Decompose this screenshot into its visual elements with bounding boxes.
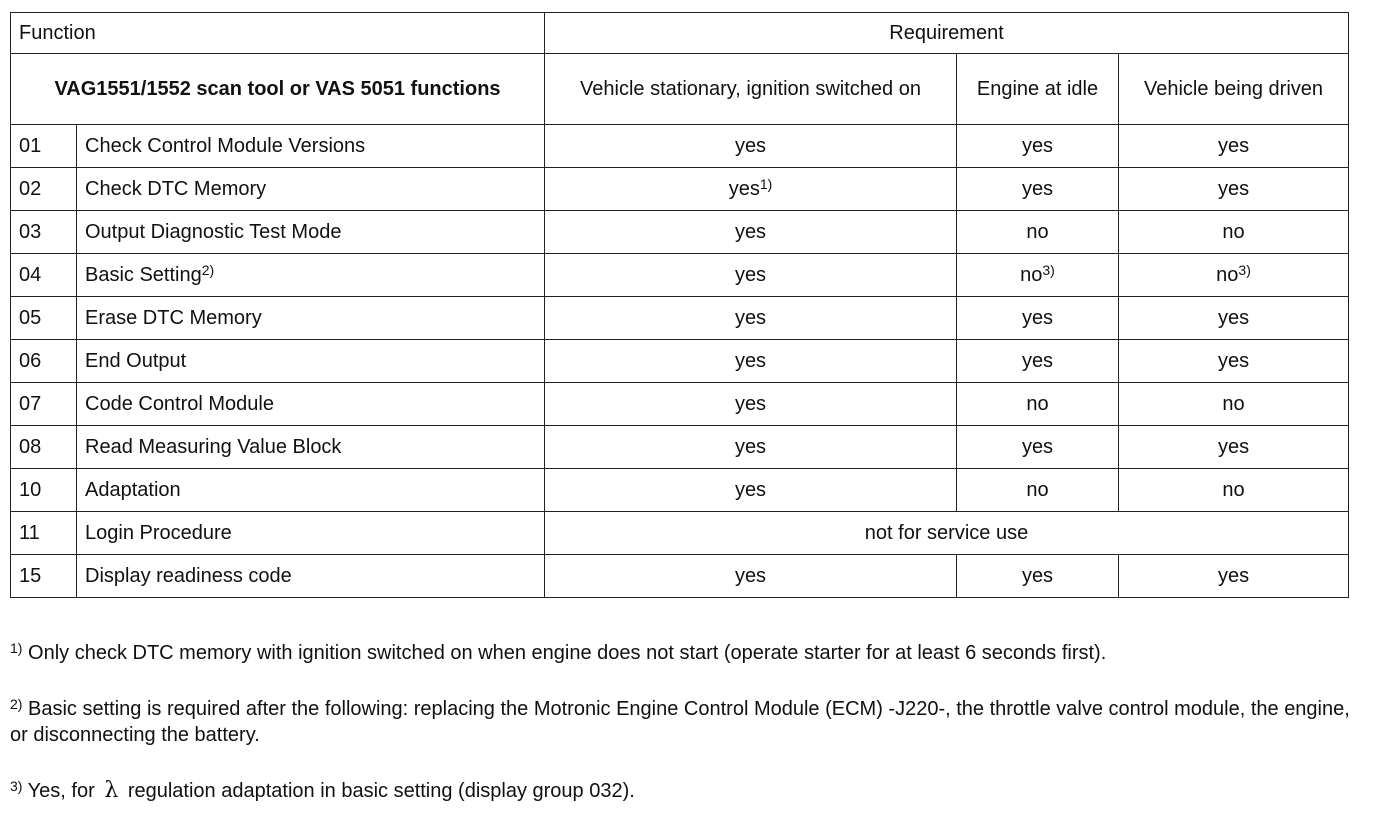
idle-value-text: yes bbox=[1021, 134, 1054, 157]
stationary-value bbox=[545, 297, 957, 340]
requirements-table bbox=[10, 12, 1349, 598]
function-code bbox=[11, 383, 77, 426]
idle-value bbox=[957, 469, 1119, 512]
function-code bbox=[11, 469, 77, 512]
driven-value-text: no bbox=[1222, 392, 1245, 415]
stationary-value-text: yes bbox=[734, 349, 767, 372]
function-code-text: 07 bbox=[19, 392, 42, 415]
stationary-value-text: yes bbox=[734, 564, 767, 587]
stationary-value-text: yes bbox=[734, 220, 767, 243]
function-name bbox=[77, 125, 545, 168]
idle-value-text: no bbox=[1020, 263, 1043, 286]
function-code-text: 10 bbox=[19, 478, 42, 501]
idle-value-text: no bbox=[1026, 478, 1049, 501]
driven-value bbox=[1119, 254, 1349, 297]
table-row bbox=[11, 125, 1349, 168]
idle-value bbox=[957, 211, 1119, 254]
col-driven-header: Vehicle being driven bbox=[1119, 54, 1349, 125]
stationary-value-text: yes bbox=[734, 134, 767, 157]
function-code bbox=[11, 297, 77, 340]
driven-value-text: no bbox=[1216, 263, 1239, 286]
table-row bbox=[11, 168, 1349, 211]
footnotes bbox=[10, 640, 1350, 834]
idle-value bbox=[957, 168, 1119, 211]
merged-requirement-text: not for service use bbox=[864, 521, 1029, 544]
function-code bbox=[11, 426, 77, 469]
function-name bbox=[77, 297, 545, 340]
stationary-value bbox=[545, 168, 957, 211]
function-code-text: 04 bbox=[19, 263, 42, 286]
function-code-text: 08 bbox=[19, 435, 42, 458]
function-code bbox=[11, 125, 77, 168]
table-row bbox=[11, 340, 1349, 383]
driven-value-text: yes bbox=[1217, 306, 1250, 329]
driven-value bbox=[1119, 469, 1349, 512]
function-name-text: Erase DTC Memory bbox=[85, 306, 262, 329]
driven-value-text: yes bbox=[1217, 177, 1250, 200]
driven-value bbox=[1119, 168, 1349, 211]
function-code bbox=[11, 168, 77, 211]
function-name-text: Check DTC Memory bbox=[85, 177, 267, 200]
idle-value bbox=[957, 297, 1119, 340]
table-body bbox=[11, 125, 1349, 598]
header-row-1 bbox=[11, 13, 1349, 54]
function-code-text: 02 bbox=[19, 177, 42, 200]
table-row bbox=[11, 555, 1349, 598]
col-idle-header: Engine at idle bbox=[957, 54, 1119, 125]
stationary-value-footnote-ref: 1) bbox=[759, 175, 773, 192]
function-name-text: Basic Setting bbox=[85, 263, 202, 286]
function-name-text: Login Procedure bbox=[85, 521, 232, 544]
footnote-3-mark: 3) bbox=[10, 778, 23, 794]
footnote-3-text-a: Yes, for bbox=[27, 780, 95, 802]
stationary-value-text: yes bbox=[734, 435, 767, 458]
function-name bbox=[77, 426, 545, 469]
footnote-1 bbox=[10, 640, 1350, 666]
function-name-text: Output Diagnostic Test Mode bbox=[85, 220, 342, 243]
function-name bbox=[77, 254, 545, 297]
stationary-value-text: yes bbox=[734, 263, 767, 286]
footnote-3-text-b: regulation adaptation in basic setting (display group 032). bbox=[127, 780, 635, 802]
function-name bbox=[77, 512, 545, 555]
footnote-2 bbox=[10, 696, 1350, 748]
lambda-symbol: λ bbox=[104, 778, 119, 803]
merged-requirement bbox=[545, 512, 1349, 555]
table-row bbox=[11, 383, 1349, 426]
idle-value-text: no bbox=[1026, 392, 1049, 415]
function-code-text: 03 bbox=[19, 220, 42, 243]
function-code bbox=[11, 512, 77, 555]
function-code-text: 06 bbox=[19, 349, 42, 372]
driven-value bbox=[1119, 125, 1349, 168]
idle-value-text: yes bbox=[1021, 435, 1054, 458]
col-stationary-header: Vehicle stationary, ignition switched on bbox=[545, 54, 957, 125]
idle-value bbox=[957, 125, 1119, 168]
idle-value-text: yes bbox=[1021, 177, 1054, 200]
stationary-value bbox=[545, 426, 957, 469]
stationary-value-text: yes bbox=[734, 306, 767, 329]
idle-value bbox=[957, 555, 1119, 598]
idle-value-text: no bbox=[1026, 220, 1049, 243]
function-code-text: 15 bbox=[19, 564, 42, 587]
stationary-value bbox=[545, 383, 957, 426]
driven-value bbox=[1119, 297, 1349, 340]
footnote-3 bbox=[10, 778, 1350, 804]
stationary-value-text: yes bbox=[728, 177, 760, 200]
idle-value-text: yes bbox=[1021, 306, 1054, 329]
driven-value-text: yes bbox=[1217, 435, 1250, 458]
driven-value-text: no bbox=[1222, 220, 1245, 243]
function-name bbox=[77, 340, 545, 383]
footnote-1-text: Only check DTC memory with ignition switched on when engine does not start (operate starter for at least 6 seconds first). bbox=[28, 642, 1107, 664]
function-code-text: 01 bbox=[19, 134, 42, 157]
driven-value bbox=[1119, 383, 1349, 426]
function-name-text: Code Control Module bbox=[85, 392, 274, 415]
footnote-2-mark: 2) bbox=[10, 696, 23, 712]
requirement-header: Requirement bbox=[545, 13, 1349, 54]
function-name-text: Check Control Module Versions bbox=[85, 134, 366, 157]
header-row-2 bbox=[11, 54, 1349, 125]
table-row bbox=[11, 426, 1349, 469]
function-name-text: Adaptation bbox=[85, 478, 181, 501]
function-name-text: End Output bbox=[85, 349, 187, 372]
table-row bbox=[11, 512, 1349, 555]
function-name-text: Read Measuring Value Block bbox=[85, 435, 342, 458]
function-code bbox=[11, 340, 77, 383]
idle-value-footnote-ref: 3) bbox=[1042, 261, 1055, 278]
function-name bbox=[77, 469, 545, 512]
idle-value bbox=[957, 254, 1119, 297]
stationary-value bbox=[545, 340, 957, 383]
driven-value-text: yes bbox=[1217, 564, 1250, 587]
function-header: Function bbox=[11, 13, 545, 54]
stationary-value-text: yes bbox=[734, 392, 767, 415]
stationary-value bbox=[545, 125, 957, 168]
driven-value bbox=[1119, 340, 1349, 383]
function-name bbox=[77, 168, 545, 211]
driven-value bbox=[1119, 211, 1349, 254]
function-name-text: Display readiness code bbox=[85, 564, 292, 587]
functions-label: VAG1551/1552 scan tool or VAS 5051 functions bbox=[11, 54, 545, 125]
stationary-value bbox=[545, 254, 957, 297]
footnote-1-mark: 1) bbox=[10, 640, 23, 656]
idle-value bbox=[957, 383, 1119, 426]
footnote-2-text: Basic setting is required after the following: replacing the Motronic Engine Control Module (ECM) -J220-, the throttle valve control module, the engine, or disconnecting the battery. bbox=[10, 698, 1350, 746]
function-name bbox=[77, 555, 545, 598]
driven-value-text: yes bbox=[1217, 349, 1250, 372]
function-name bbox=[77, 211, 545, 254]
stationary-value-text: yes bbox=[734, 478, 767, 501]
driven-value bbox=[1119, 555, 1349, 598]
function-code bbox=[11, 254, 77, 297]
stationary-value bbox=[545, 555, 957, 598]
table-row bbox=[11, 297, 1349, 340]
driven-value-text: yes bbox=[1217, 134, 1250, 157]
driven-value-text: no bbox=[1222, 478, 1245, 501]
function-code bbox=[11, 555, 77, 598]
function-name bbox=[77, 383, 545, 426]
table-row bbox=[11, 211, 1349, 254]
table-row bbox=[11, 254, 1349, 297]
function-name-footnote-ref: 2) bbox=[201, 261, 215, 278]
idle-value bbox=[957, 340, 1119, 383]
function-code-text: 05 bbox=[19, 306, 42, 329]
idle-value-text: yes bbox=[1021, 349, 1054, 372]
table-row bbox=[11, 469, 1349, 512]
driven-value-footnote-ref: 3) bbox=[1238, 261, 1251, 278]
stationary-value bbox=[545, 211, 957, 254]
idle-value bbox=[957, 426, 1119, 469]
idle-value-text: yes bbox=[1021, 564, 1054, 587]
stationary-value bbox=[545, 469, 957, 512]
function-code bbox=[11, 211, 77, 254]
driven-value bbox=[1119, 426, 1349, 469]
function-code-text: 11 bbox=[19, 521, 40, 544]
